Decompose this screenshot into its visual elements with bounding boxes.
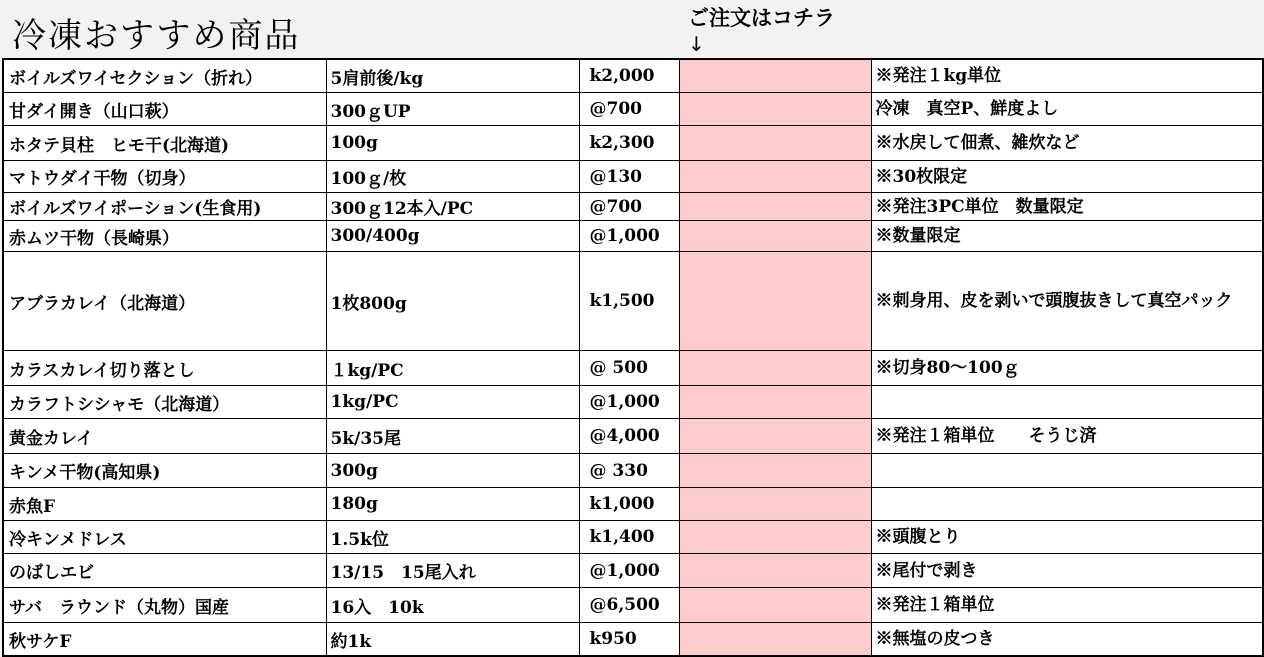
product-name-cell: ホタテ貝柱 ヒモ干(北海道) [3,126,326,161]
table-row [3,623,1263,657]
table-row [3,521,1263,554]
product-price-cell: @700 [579,93,679,126]
order-quantity-cell[interactable] [679,126,871,161]
product-spec-cell: 180g [326,488,579,521]
product-price-cell: @700 [579,193,679,221]
product-spec-cell: 100ｇ/枚 [326,161,579,193]
product-price-cell: k1,400 [579,521,679,554]
table-row [3,221,1263,252]
table-row [3,386,1263,419]
order-quantity-cell[interactable] [679,588,871,623]
product-spec-cell: 1.5k位 [326,521,579,554]
product-spec-cell: 300ｇ12本入/PC [326,193,579,221]
product-price-cell: @4,000 [579,419,679,454]
product-spec-cell: 5k/35尾 [326,419,579,454]
order-quantity-cell[interactable] [679,59,871,93]
order-quantity-cell[interactable] [679,193,871,221]
product-note-cell: ※30枚限定 [871,161,1263,193]
product-price-cell: k1,000 [579,488,679,521]
product-price-cell: @ 330 [579,454,679,488]
table-row [3,454,1263,488]
order-quantity-cell[interactable] [679,161,871,193]
product-spec-cell: 300g [326,454,579,488]
table-row [3,351,1263,386]
product-price-cell: k1,500 [579,252,679,351]
product-price-cell: @1,000 [579,221,679,252]
product-name-cell: マトウダイ干物（切身） [3,161,326,193]
product-name-cell: ボイルズワイポーション(生食用) [3,193,326,221]
product-spec-cell: 300ｇUP [326,93,579,126]
table-row [3,161,1263,193]
product-note-cell: ※発注１箱単位 そうじ済 [871,419,1263,454]
product-price-cell: k2,000 [579,59,679,93]
product-spec-cell: 1kg/PC [326,386,579,419]
order-quantity-cell[interactable] [679,386,871,419]
product-name-cell: のばしエビ [3,554,326,588]
table-row [3,93,1263,126]
product-spec-cell: 5肩前後/kg [326,59,579,93]
table-row [3,126,1263,161]
table-row [3,488,1263,521]
product-name-cell: 赤魚F [3,488,326,521]
product-name-cell: カラフトシシャモ（北海道） [3,386,326,419]
table-row [3,252,1263,351]
product-spec-cell: 100g [326,126,579,161]
product-name-cell: アブラカレイ（北海道） [3,252,326,351]
order-here-label: ご注文はコチラ [688,6,835,30]
order-quantity-cell[interactable] [679,221,871,252]
product-spec-cell: 13/15 15尾入れ [326,554,579,588]
product-note-cell: ※数量限定 [871,221,1263,252]
product-price-cell: k2,300 [579,126,679,161]
product-name-cell: 甘ダイ開き（山口萩） [3,93,326,126]
order-quantity-cell[interactable] [679,454,871,488]
product-note-cell: ※発注3PC単位 数量限定 [871,193,1263,221]
table-row [3,588,1263,623]
product-note-cell: ※頭腹とり [871,521,1263,554]
product-price-cell: @6,500 [579,588,679,623]
product-note-cell [871,488,1263,521]
product-name-cell: キンメ干物(高知県) [3,454,326,488]
product-note-cell: ※発注１kg単位 [871,59,1263,93]
product-price-cell: @ 500 [579,351,679,386]
product-note-cell: 冷凍 真空P、鮮度よし [871,93,1263,126]
product-price-cell: k950 [579,623,679,657]
product-note-cell: ※水戻して佃煮、雑炊など [871,126,1263,161]
order-quantity-cell[interactable] [679,93,871,126]
product-name-cell: 冷キンメドレス [3,521,326,554]
product-note-cell: ※無塩の皮つき [871,623,1263,657]
product-price-cell: @130 [579,161,679,193]
order-quantity-cell[interactable] [679,488,871,521]
product-note-cell [871,386,1263,419]
product-note-cell: ※切身80～100ｇ [871,351,1263,386]
table-row [3,554,1263,588]
product-table [2,58,1264,657]
product-spec-cell: 300/400g [326,221,579,252]
product-name-cell: 黄金カレイ [3,419,326,454]
order-quantity-cell[interactable] [679,554,871,588]
order-quantity-cell[interactable] [679,521,871,554]
product-note-cell: ※発注１箱単位 [871,588,1263,623]
product-name-cell: ボイルズワイセクション（折れ） [3,59,326,93]
product-spec-cell: 約1k [326,623,579,657]
page-title: 冷凍おすすめ商品 [12,16,301,56]
product-note-cell: ※尾付で剥き [871,554,1263,588]
product-name-cell: カラスカレイ切り落とし [3,351,326,386]
product-name-cell: 赤ムツ干物（長崎県） [3,221,326,252]
product-spec-cell: 1枚800g [326,252,579,351]
order-quantity-cell[interactable] [679,419,871,454]
product-spec-cell: 16入 10k [326,588,579,623]
product-name-cell: 秋サケF [3,623,326,657]
order-quantity-cell[interactable] [679,623,871,657]
order-quantity-cell[interactable] [679,252,871,351]
table-row [3,419,1263,454]
product-note-cell [871,454,1263,488]
table-row [3,193,1263,221]
product-spec-cell: １kg/PC [326,351,579,386]
product-price-cell: @1,000 [579,386,679,419]
order-quantity-cell[interactable] [679,351,871,386]
product-name-cell: サバ ラウンド（丸物）国産 [3,588,326,623]
product-note-cell: ※刺身用、皮を剥いで頭腹抜きして真空パック [871,252,1263,351]
table-row [3,59,1263,93]
down-arrow-icon: ↓ [688,32,705,56]
product-price-cell: @1,000 [579,554,679,588]
